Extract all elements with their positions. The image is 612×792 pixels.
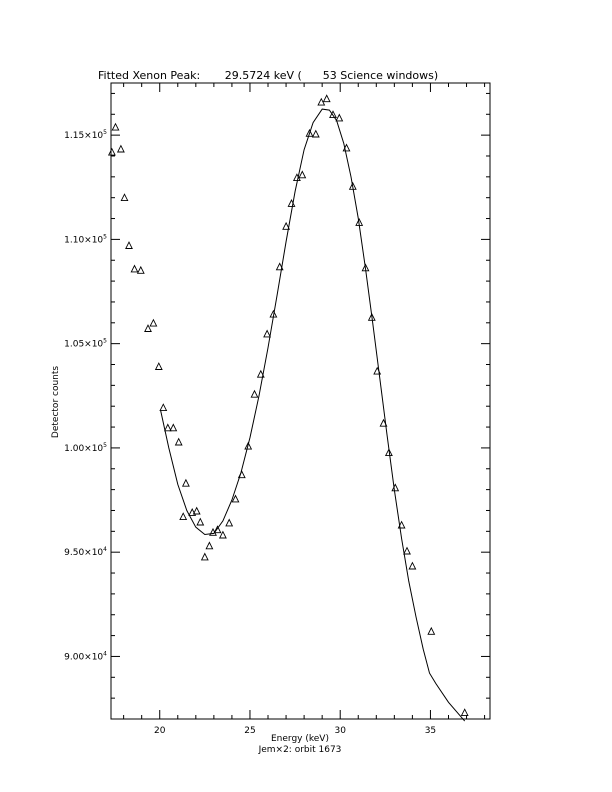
data-point-triangle xyxy=(197,519,203,525)
data-point-triangle xyxy=(176,439,182,445)
fit-curve-layer xyxy=(161,109,465,721)
data-point-triangle xyxy=(374,368,380,374)
data-point-triangle xyxy=(264,331,270,337)
data-point-triangle xyxy=(138,267,144,273)
y-tick-label: $9.50\times 10^4$ xyxy=(64,546,107,559)
data-point-triangle xyxy=(313,131,319,137)
data-point-triangle xyxy=(226,520,232,526)
data-point-triangle xyxy=(194,508,200,514)
data-point-triangle xyxy=(283,223,289,229)
data-point-triangle xyxy=(336,115,342,121)
data-point-triangle xyxy=(121,194,127,200)
chart-title: Fitted Xenon Peak: 29.5724 keV ( 53 Science windows) xyxy=(98,69,439,82)
x-tick-label: 20 xyxy=(154,726,166,736)
data-point-triangle xyxy=(160,404,166,410)
plot-frame xyxy=(111,83,490,719)
data-point-triangle xyxy=(118,146,124,152)
data-point-triangle xyxy=(165,424,171,430)
x-axis xyxy=(124,83,485,736)
chart-subcaption: Jem×2: orbit 1673 xyxy=(258,745,342,755)
data-point-triangle xyxy=(150,320,156,326)
data-point-triangle xyxy=(109,149,115,155)
data-point-triangle xyxy=(183,480,189,486)
data-point-triangle xyxy=(299,171,305,177)
y-axis-label: Detector counts xyxy=(51,365,61,439)
x-tick-label: 35 xyxy=(424,726,437,736)
y-tick-label: $1.00\times 10^5$ xyxy=(64,441,107,454)
data-point-triangle xyxy=(206,542,212,548)
data-point-triangle xyxy=(462,709,468,715)
data-point-triangle xyxy=(131,266,137,272)
y-tick-label: $1.05\times 10^5$ xyxy=(64,337,107,350)
y-tick-label: $1.10\times 10^5$ xyxy=(64,233,107,246)
x-axis-label: Energy (keV) xyxy=(271,734,329,744)
data-point-triangle xyxy=(202,554,208,560)
y-axis xyxy=(64,93,490,698)
data-point-triangle xyxy=(239,471,245,477)
data-point-triangle xyxy=(324,95,330,101)
data-point-triangle xyxy=(428,628,434,634)
data-point-triangle xyxy=(170,424,176,430)
data-point-triangle xyxy=(392,484,398,490)
data-point-triangle xyxy=(180,513,186,519)
x-tick-label: 30 xyxy=(334,726,346,736)
y-tick-label: $9.00\times 10^4$ xyxy=(64,650,107,663)
y-tick-label: $1.15\times 10^5$ xyxy=(64,129,107,142)
data-point-triangle xyxy=(251,391,257,397)
data-point-triangle xyxy=(409,563,415,569)
x-tick-label: 25 xyxy=(244,726,256,736)
data-points-layer xyxy=(109,95,468,715)
fit-curve-line xyxy=(161,109,465,721)
data-point-triangle xyxy=(404,548,410,554)
data-point-triangle xyxy=(126,242,132,248)
data-point-triangle xyxy=(214,526,220,532)
data-point-triangle xyxy=(156,363,162,369)
data-point-triangle xyxy=(112,124,118,130)
